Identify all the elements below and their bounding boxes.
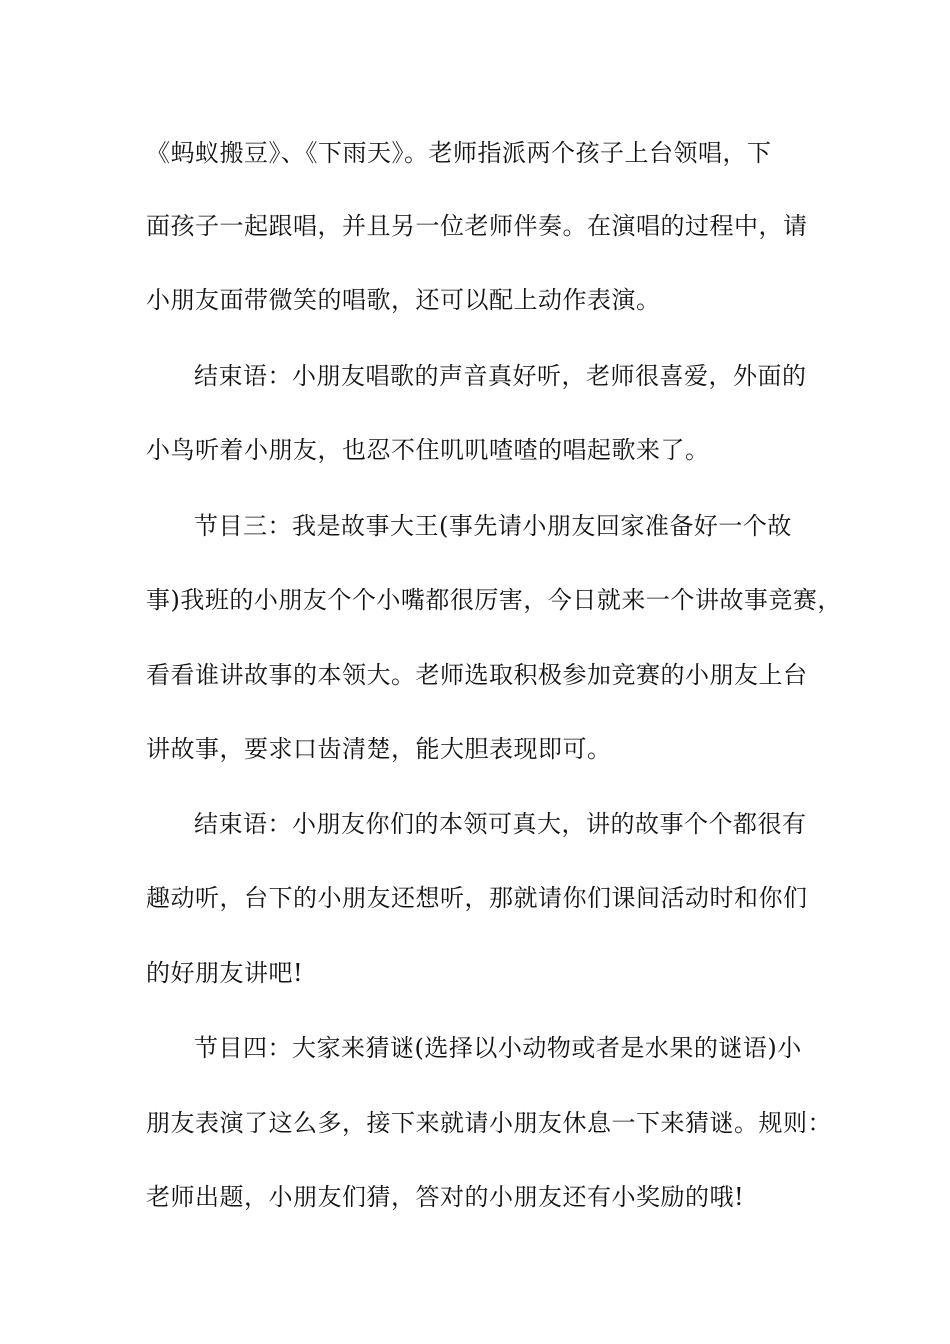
text-line: 小朋友面带微笑的唱歌，还可以配上动作表演。 bbox=[146, 286, 661, 314]
text-line: 小鸟听着小朋友，也忍不住叽叽喳喳的唱起歌来了。 bbox=[146, 436, 710, 464]
text-line: 结束语：小朋友你们的本领可真大，讲的故事个个都很有 bbox=[194, 810, 807, 838]
text-line: 的好朋友讲吧! bbox=[146, 959, 304, 987]
text-line: 面孩子一起跟唱，并且另一位老师伴奏。在演唱的过程中，请 bbox=[146, 212, 808, 240]
text-line: 朋友表演了这么多，接下来就请小朋友休息一下来猜谜。规则： bbox=[146, 1109, 832, 1137]
text-line: 节目四：大家来猜谜(选择以小动物或者是水果的谜语)小 bbox=[194, 1034, 802, 1062]
text-line: 看看谁讲故事的本领大。老师选取积极参加竞赛的小朋友上台 bbox=[146, 661, 808, 689]
text-line: 趣动听，台下的小朋友还想听，那就请你们课间活动时和你们 bbox=[146, 884, 808, 912]
text-line: 讲故事，要求口齿清楚，能大胆表现即可。 bbox=[146, 735, 612, 763]
text-line: 事)我班的小朋友个个小嘴都很厉害，今日就来一个讲故事竞赛， bbox=[146, 586, 842, 614]
text-line: 结束语：小朋友唱歌的声音真好听，老师很喜爱，外面的 bbox=[194, 362, 807, 390]
text-line: 节目三：我是故事大王(事先请小朋友回家准备好一个故 bbox=[194, 512, 792, 540]
text-line: 老师出题，小朋友们猜，答对的小朋友还有小奖励的哦! bbox=[146, 1183, 745, 1211]
text-line: 《蚂蚁搬豆》、《下雨天》。老师指派两个孩子上台领唱，下 bbox=[146, 139, 772, 167]
